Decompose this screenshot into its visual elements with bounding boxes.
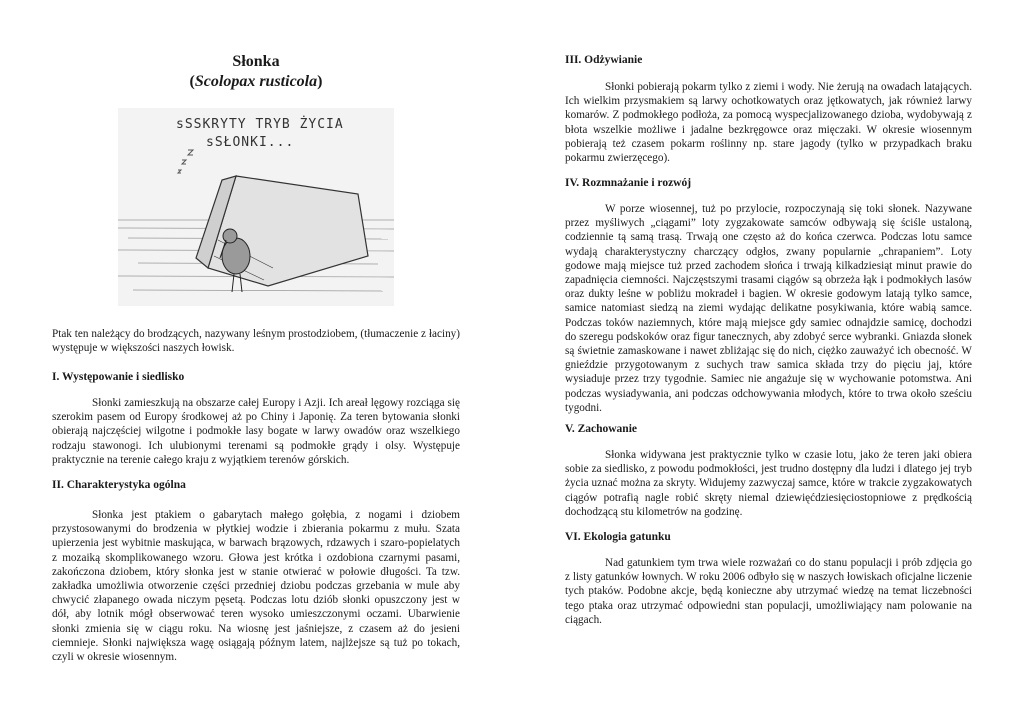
section-text-3: Słonki pobierają pokarm tylko z ziemi i wody. Nie żerują na owadach latających. Ich wielkim przysmakiem są larwy ochotkowatych oraz jętkowatych, jak również larwy komarów. Z podmokłego podłoża, za pomocą wyspecjalizowanego dzioba, wydobywają z błota wszelkie możliwe i jadalne bezkręgowce oraz mięczaki. W okresie wiosennym pobierają też czasem pokarm roślinny np. stare jagody (tylko w przypadkach braku pokarmu zwierzęcego).	[565, 81, 972, 165]
section-heading-5: V. Zachowanie	[565, 423, 637, 435]
title-latin	[52, 72, 460, 92]
section-heading-3: III. Odżywianie	[565, 54, 643, 66]
title-main: Słonka	[232, 53, 280, 70]
title-latin-open: (	[189, 73, 195, 90]
section-text-6: Nad gatunkiem tym trwa wiele rozważań co do stanu populacji i prób zdjęcia go z listy gatunków łownych. W roku 2006 odbyło się w naszych łowiskach oficjalne liczenie tych ptaków. Podobne akcje, będą konieczne aby utrzymać wiedzę na temat liczebności tego ptaka oraz utrzymać odpowiedni stan populacji, umożliwiający nam polowanie na ciągach.	[565, 557, 972, 626]
woodcock-book-sketch	[118, 108, 394, 306]
intro-paragraph: Ptak ten należący do brodzących, nazywany leśnym prostodziobem, (tłumaczenie z łaciny) występuje w większości naszych łowisk.	[52, 328, 460, 355]
page-title	[52, 52, 460, 92]
sketch-caption-line2: sSŁONKI...	[206, 135, 295, 150]
section-text-1: Słonki zamieszkują na obszarze całej Europy i Azji. Ich areał lęgowy rozciąga się szerokim pasem od Europy środkowej aż po Chiny i Japonię. Za teren bytowania słonki obierają najczęściej wilgotne i podmokłe lasy bogate w larwy owadów oraz wszelkiego rodzaju stawonogi. Ich ulubionymi terenami są podmokłe grądy i olsy. Występuje praktycznie na terenie całego kraju z wyjątkiem terenów górskich.	[52, 397, 460, 466]
section-heading-4: IV. Rozmnażanie i rozwój	[565, 177, 692, 189]
section-heading-6: VI. Ekologia gatunku	[565, 531, 671, 543]
woodcock-sketch-figure	[118, 108, 394, 306]
section-text-2: Słonka jest ptakiem o gabarytach małego gołębia, z nogami i dziobem przystosowanymi do brodzenia w płytkiej wodzie i zbierania pokarmu z mułu. Szata upierzenia jest wybitnie maskująca, w barwach brązowych, rdzawych i szaro-popielatych z mozaiką skomplikowanego wzoru. Głowa jest krótka i ozdobiona czarnymi pasami, zakończona dziobem, który słonka jest w stanie otwierać w połowie długości. Ta tzw. zakładka umożliwia otworzenie części przedniej dziobu podczas grzebania w mule aby chwycić złapanego owada niczym pęsetą. Podczas lotu dziób słonki opuszczony jest w dół, aby lotnik mógł obserwować teren wysoko umieszczonymi oczami. Ubarwienie słonki zmienia się w ciągu roku. Na wiosnę jest jaśniejsze, z czasem aż do jesieni ciemnieje. Słonki największa wagę osiągają późnym latem, najlżejsze są tuż po tokach, czyli w okresie wiosennym.	[52, 509, 460, 664]
sketch-caption-line1: sSSKRYTY TRYB ŻYCIA	[176, 117, 344, 132]
section-heading-1: I. Występowanie i siedlisko	[52, 371, 185, 383]
title-latin-name: Scolopax rusticola	[194, 73, 318, 90]
section-text-4: W porze wiosennej, tuż po przylocie, rozpoczynają się toki słonek. Nazywane przez myśliwych „ciągami” loty zygzakowate samców odbywają się ściśle ustaloną, codziennie tą samą trasą. Trwają one często aż do końca czerwca. Podczas lotu samce wydają charakterystyczny charczący odgłos, zwany popularnie „chrapaniem”. Loty godowe mają miejsce tuż przed zachodem słońca i trwają kilkadziesiąt minut prawie do zapadnięcia ciemności. Najczęstszymi trasami ciągów są obrzeża łąk i podmokłych lasów oraz dukty leśne w pobliżu mokradeł i bagien. W okresie godowym latają tylko samce, samice natomiast siedzą na ziemi wydając delikatne posykiwania, które wabią samce. Podczas toków naziemnych, które mają miejsce gdy samiec odnajdzie samicę, dochodzi do szeregu podskoków oraz figur tanecznych, aby zdobyć serce wybranki. Gniazda słonek są świetnie zamaskowane i nawet zbliżając się do nich, ciężko zauważyć ich obecność. W gnieździe przygotowanym z suchych traw samica składa trzy do pięciu jaj, które wysiaduje przez trzy tygodnie. Samiec nie angażuje się w wychowanie potomstwa. Ani podczas wysiadywania, ani podczas odchowywania młodych, które to trwa około sześciu tygodni.	[565, 203, 972, 414]
section-text-5: Słonka widywana jest praktycznie tylko w czasie lotu, jako że teren jaki obiera sobie za siedlisko, z powodu podmokłości, jest trudno dostępny dla ludzi i dlatego jej tryb życia uznać można za skryty. Widujemy zazwyczaj samce, które w trakcie zygzakowatych ciągów potrafią nagle robić skręty niemal dziewięćdziesięciostopniowe z prędkością dochodzącą stu kilometrów na godzinę.	[565, 449, 972, 518]
section-heading-2: II. Charakterystyka ogólna	[52, 479, 186, 491]
title-latin-close: )	[317, 73, 323, 90]
